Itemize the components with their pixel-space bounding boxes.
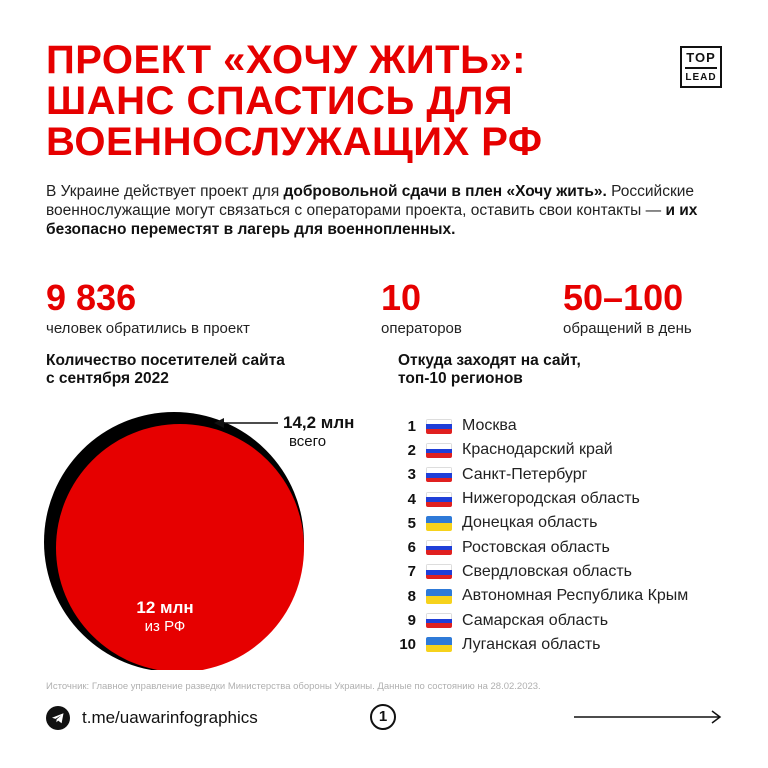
region-name: Ростовская область [462, 538, 610, 556]
logo-divider [685, 67, 717, 69]
intro-text-2: Российские военнослужащие могут связаться с операторами проекта, оставить свои контакты — [46, 183, 694, 219]
stat-per-day-label: обращений в день [563, 320, 692, 337]
stat-operators-value: 10 [381, 277, 422, 318]
telegram-link[interactable] [46, 706, 258, 730]
region-rank: 6 [407, 539, 416, 557]
list-item [398, 608, 738, 632]
region-rank: 3 [407, 466, 416, 484]
region-name: Самарская область [462, 611, 609, 629]
total-visitors-value: 14,2 млн [283, 413, 355, 432]
intro-paragraph [46, 182, 736, 239]
russia-flag-icon [426, 492, 452, 507]
stat-operators-label: операторов [381, 320, 462, 337]
page-number: 1 [370, 704, 396, 730]
stat-appeals-label: человек обратились в проект [46, 320, 250, 337]
visitors-title [46, 352, 285, 388]
top-lead-logo [680, 46, 722, 88]
list-item [398, 560, 738, 584]
stat-appeals [46, 277, 250, 337]
total-visitors-caption: всего [289, 433, 327, 450]
list-item [398, 463, 738, 487]
page-title [46, 40, 626, 163]
region-name: Донецкая область [462, 514, 598, 532]
region-rank: 5 [407, 514, 416, 532]
rf-visitors-caption: из РФ [144, 618, 186, 635]
region-name: Свердловская область [462, 562, 632, 580]
rf-visitors-label [110, 598, 220, 635]
region-rank: 2 [407, 441, 416, 459]
visitors-title-line-2: с сентября 2022 [46, 370, 169, 387]
visitors-title-line-1: Количество посетителей сайта [46, 352, 285, 369]
region-name: Краснодарский край [462, 441, 613, 459]
regions-title [398, 352, 581, 388]
stat-appeals-value: 9 836 [46, 277, 137, 318]
list-item [398, 535, 738, 559]
region-name: Автономная Республика Крым [462, 587, 689, 605]
intro-bold-2: и их безопасно переместят в лагерь для военнопленных. [46, 202, 698, 238]
region-rank: 4 [407, 490, 416, 508]
region-rank: 9 [407, 612, 416, 630]
ukraine-flag-icon [426, 589, 452, 604]
russia-flag-icon [426, 564, 452, 579]
russia-flag-icon [426, 443, 452, 458]
region-rank: 10 [399, 636, 416, 654]
region-name: Нижегородская область [462, 490, 640, 508]
regions-title-line-2: топ-10 регионов [398, 370, 523, 387]
logo-top-text: TOP [686, 50, 716, 65]
title-line-1: ПРОЕКТ «ХОЧУ ЖИТЬ»: [46, 38, 526, 82]
stat-operators [381, 277, 462, 337]
arrow-right-icon[interactable] [574, 709, 724, 725]
stat-per-day-value: 50–100 [563, 277, 684, 318]
russia-flag-icon [426, 467, 452, 482]
russia-flag-icon [426, 419, 452, 434]
intro-bold-1: добровольной сдачи в плен «Хочу жить». [283, 183, 607, 200]
russia-flag-icon [426, 613, 452, 628]
list-item [398, 414, 738, 438]
regions-list [398, 414, 738, 657]
list-item [398, 438, 738, 462]
list-item [398, 633, 738, 657]
region-rank: 8 [407, 587, 416, 605]
intro-text-1: В Украине действует проект для [46, 183, 284, 200]
regions-title-line-1: Откуда заходят на сайт, [398, 352, 581, 369]
title-line-2: ШАНС СПАСТИСЬ ДЛЯ [46, 79, 514, 123]
telegram-link-text[interactable]: t.me/uawarinfographics [82, 708, 258, 727]
region-name: Москва [462, 417, 517, 435]
region-name: Луганская область [462, 635, 601, 653]
rf-visitors-value: 12 млн [136, 598, 194, 617]
source-note: Источник: Главное управление разведки Министерства обороны Украины. Данные по состоянию на 28.02.2023. [46, 681, 541, 692]
ukraine-flag-icon [426, 637, 452, 652]
logo-bottom-text: LEAD [685, 71, 717, 83]
russia-flag-icon [426, 540, 452, 555]
list-item [398, 511, 738, 535]
ukraine-flag-icon [426, 516, 452, 531]
total-visitors-label [283, 413, 354, 450]
list-item [398, 487, 738, 511]
region-rank: 1 [407, 417, 416, 435]
telegram-icon [46, 706, 70, 730]
list-item [398, 584, 738, 608]
region-rank: 7 [407, 563, 416, 581]
title-line-3: ВОЕННОСЛУЖАЩИХ РФ [46, 120, 543, 164]
region-name: Санкт-Петербург [462, 465, 588, 483]
stat-per-day [563, 277, 692, 337]
